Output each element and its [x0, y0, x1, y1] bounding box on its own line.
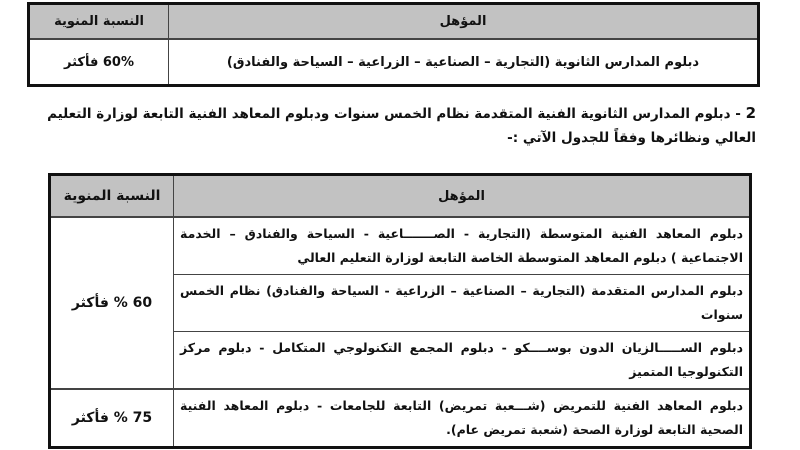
- qualification-cell: دبلوم المدارس المتقدمة (التجارية – الصناعية – الزراعية - السياحة والفنادق) نظام الخمس سنوات: [174, 275, 751, 332]
- qualifications-table-2: [48, 173, 752, 449]
- percentage-cell: 60% فأكثر: [64, 54, 134, 70]
- section-number: 2: [745, 104, 756, 122]
- header-qualification: المؤهل: [174, 175, 751, 218]
- table-row: [50, 217, 751, 275]
- table-row: [50, 389, 751, 448]
- qualification-cell: دبلوم المعاهد الفنية المتوسطة (التجارية - الصـــــــاعية - السياحة والفنادق – الخدمة الاجتماعية ) دبلوم المعاهد المتوسطة الخاصة التابعة لوزارة التعليم العالي: [174, 217, 751, 275]
- section-text: دبلوم المدارس الثانوية الفنية المتقدمة نظام الخمس سنوات ودبلوم المعاهد الفنية التابعة لوزارة التعليم العالي ونظائرها وفقاً للجدول الآتي :-: [47, 106, 756, 146]
- header-percentage: النسبة المنوية: [50, 175, 174, 218]
- percentage-cell: 60 % فأكثر: [50, 217, 174, 389]
- section-paragraph: [38, 101, 756, 150]
- header-qualification: المؤهل: [169, 4, 759, 40]
- percentage-cell: 75 % فأكثر: [71, 410, 153, 426]
- table-header-row: [50, 175, 751, 218]
- header-percentage: النسبة المنوية: [29, 4, 169, 40]
- table-header-row: [29, 4, 759, 40]
- qualification-cell: دبلوم الســـــالزيان الدون بوســــكو - دبلوم المجمع التكنولوجي المتكامل - دبلوم مركز التكنولوجيا المتميز: [174, 332, 751, 390]
- table-row: [29, 39, 759, 86]
- qualification-cell: دبلوم المعاهد الفنية للتمريض (شـــعبة تمريض) التابعة للجامعات - دبلوم المعاهد الفنية الصحية التابعة لوزارة الصحة (شعبة تمريض عام).: [174, 389, 751, 448]
- section-separator: -: [730, 106, 746, 122]
- qualifications-table-1: [27, 2, 760, 87]
- qualification-cell: دبلوم المدارس الثانوية (التجارية – الصناعية – الزراعية – السياحة والفنادق): [169, 39, 759, 86]
